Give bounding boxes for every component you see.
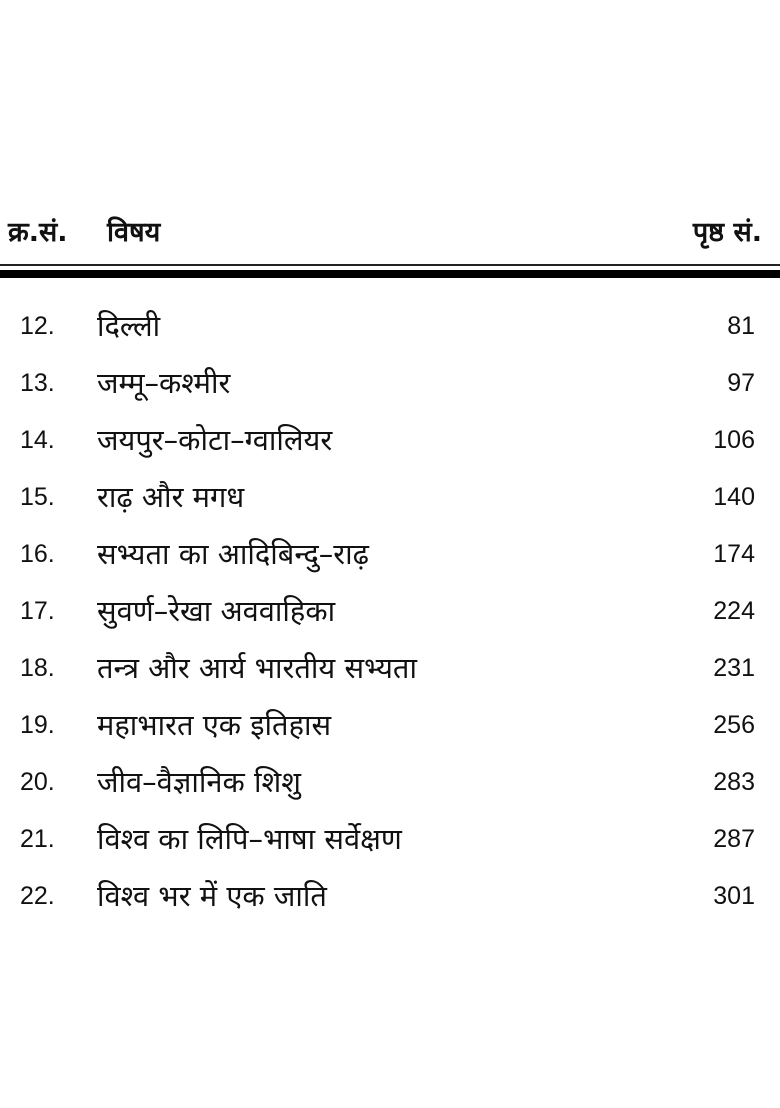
contents-entry [0,648,780,705]
entry-number: 22. [20,882,55,910]
entry-number: 20. [20,768,55,796]
entry-title: सुवर्ण–रेखा अववाहिका [97,594,336,628]
entry-page: 224 [713,597,755,625]
contents-entry [0,363,780,420]
entry-page: 140 [713,483,755,511]
entry-title: महाभारत एक इतिहास [97,708,332,742]
entry-number: 15. [20,483,55,511]
header-rule-thick [0,270,780,278]
entry-title: विश्व भर में एक जाति [97,879,327,913]
entry-number: 16. [20,540,55,568]
contents-entry [0,534,780,591]
contents-entry [0,591,780,648]
contents-entry [0,306,780,363]
entry-title: दिल्ली [97,309,161,343]
subject-heading: विषय [107,217,161,248]
entry-title: विश्व का लिपि–भाषा सर्वेक्षण [97,822,402,856]
entry-number: 14. [20,426,55,454]
contents-entry [0,477,780,534]
header-rule-thin [0,264,780,266]
entry-number: 17. [20,597,55,625]
entry-title: जीव–वैज्ञानिक शिशु [97,765,301,799]
entry-title: तन्त्र और आर्य भारतीय सभ्यता [97,651,417,685]
page-number-heading: पृष्ठ सं. [692,217,762,248]
contents-header [0,212,780,252]
contents-entry [0,876,780,933]
entry-title: राढ़ और मगध [97,480,245,514]
entry-number: 12. [20,312,55,340]
contents-entry [0,762,780,819]
entry-page: 106 [713,426,755,454]
entry-title: जयपुर–कोटा–ग्वालियर [97,423,333,457]
entry-number: 21. [20,825,55,853]
entry-number: 18. [20,654,55,682]
entry-page: 283 [713,768,755,796]
entry-title: जम्मू–कश्मीर [97,366,231,400]
entry-page: 256 [713,711,755,739]
contents-list [0,306,780,933]
entry-number: 19. [20,711,55,739]
entry-page: 174 [713,540,755,568]
contents-entry [0,705,780,762]
entry-page: 231 [713,654,755,682]
entry-page: 287 [713,825,755,853]
entry-page: 81 [727,312,755,340]
contents-entry [0,819,780,876]
entry-number: 13. [20,369,55,397]
contents-entry [0,420,780,477]
entry-page: 301 [713,882,755,910]
serial-number-heading: क्र.सं. [8,217,68,248]
entry-page: 97 [727,369,755,397]
entry-title: सभ्यता का आदिबिन्दु–राढ़ [97,537,369,571]
